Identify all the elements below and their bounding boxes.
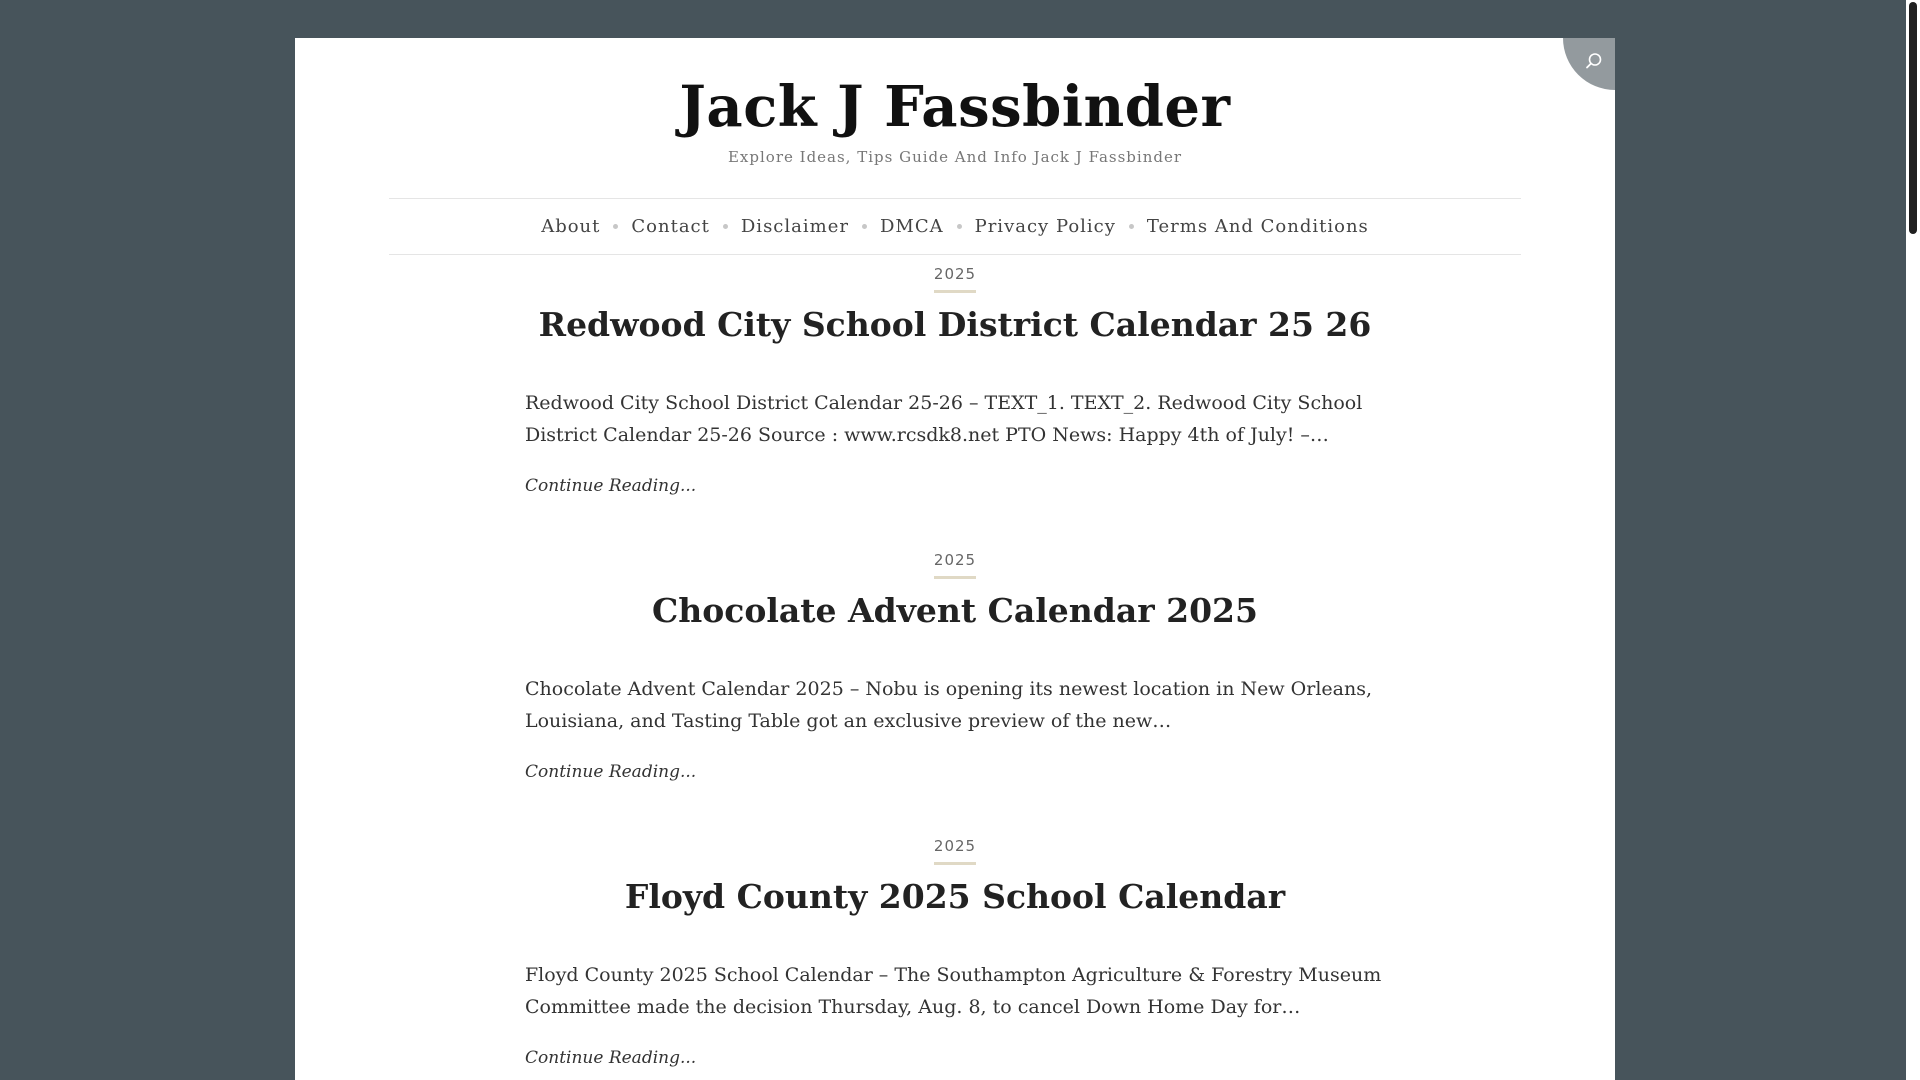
- site-tagline: Explore Ideas, Tips Guide And Info Jack J Fassbinder: [727, 148, 1183, 166]
- nav-separator: [862, 224, 867, 229]
- nav-item-about[interactable]: About: [541, 216, 601, 237]
- scrollbar[interactable]: [1906, 0, 1920, 1080]
- post-year-link[interactable]: 2025: [934, 265, 976, 293]
- nav-item-privacy-policy[interactable]: Privacy Policy: [974, 216, 1116, 237]
- nav-item-contact[interactable]: Contact: [631, 216, 710, 237]
- post-title[interactable]: Redwood City School District Calendar 25 26: [538, 305, 1372, 344]
- search-icon: [1585, 52, 1603, 70]
- nav-item-terms[interactable]: Terms And Conditions: [1146, 216, 1369, 237]
- post-excerpt: Chocolate Advent Calendar 2025 – Nobu is opening its newest location in New Orleans, Louisiana, and Tasting Table got an exclusive preview of the new…: [525, 678, 1373, 732]
- post-year-link[interactable]: 2025: [934, 551, 976, 579]
- site-title[interactable]: Jack J Fassbinder: [679, 74, 1231, 140]
- continue-reading-link[interactable]: Continue Reading...: [525, 476, 697, 496]
- continue-reading-link[interactable]: Continue Reading...: [525, 1048, 697, 1068]
- nav-separator: [723, 224, 728, 229]
- nav-item-dmca[interactable]: DMCA: [879, 216, 944, 237]
- continue-reading-link[interactable]: Continue Reading...: [525, 762, 697, 782]
- scrollbar-thumb[interactable]: [1909, 2, 1917, 234]
- post-excerpt: Redwood City School District Calendar 25-26 – TEXT_1. TEXT_2. Redwood City School District Calendar 25-26 Source : www.rcsdk8.net PTO News: Happy 4th of July! –…: [525, 392, 1363, 446]
- nav-item-disclaimer[interactable]: Disclaimer: [740, 216, 849, 237]
- post-title[interactable]: Floyd County 2025 School Calendar: [624, 877, 1286, 916]
- nav-separator: [613, 224, 618, 229]
- page-container: [295, 38, 1615, 1080]
- nav-separator: [957, 224, 962, 229]
- post-title[interactable]: Chocolate Advent Calendar 2025: [652, 591, 1258, 630]
- primary-nav: [389, 198, 1521, 255]
- post-excerpt: Floyd County 2025 School Calendar – The Southampton Agriculture & Forestry Museum Committee made the decision Thursday, Aug. 8, to cancel Down Home Day for…: [525, 964, 1382, 1018]
- nav-separator: [1129, 224, 1134, 229]
- post-year-link[interactable]: 2025: [934, 837, 976, 865]
